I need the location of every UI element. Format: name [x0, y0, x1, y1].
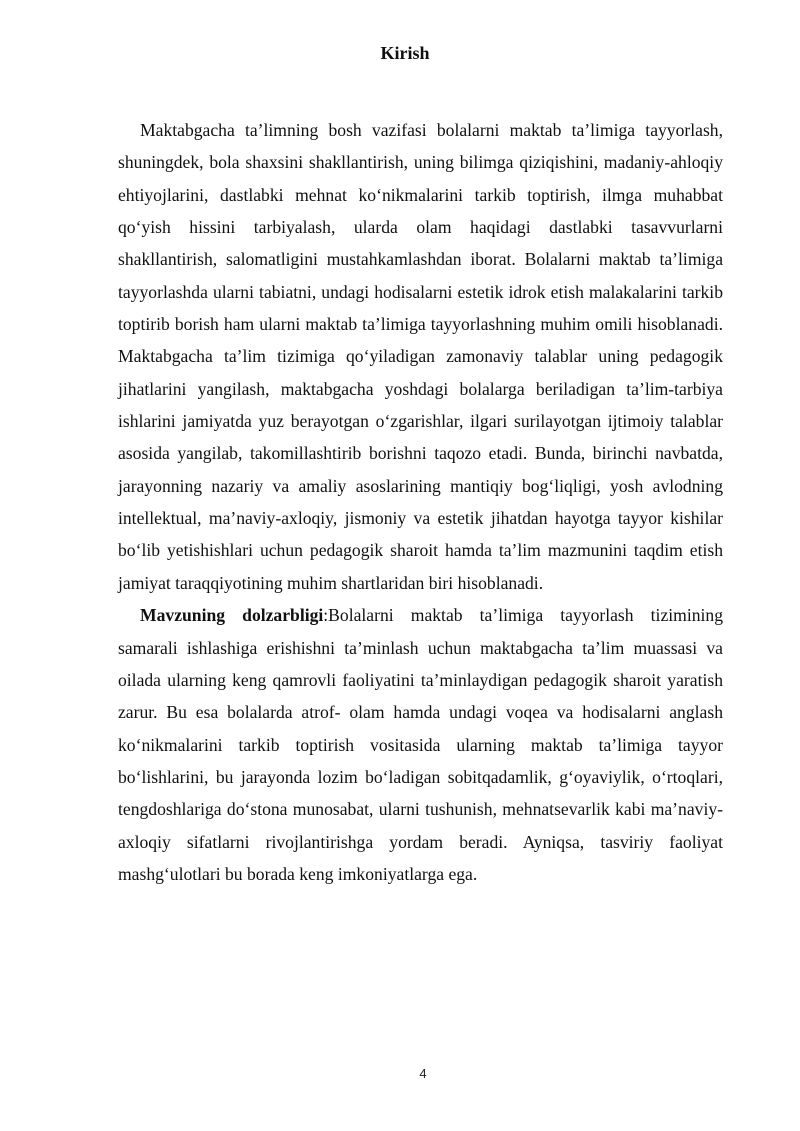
page-number: 4 [419, 1066, 427, 1081]
paragraph-introduction-text: Maktabgacha ta’limning bosh vazifasi bolalarni maktab ta’limiga tayyorlash, shuningdek, bola shaxsini shakllantirish, uning bilimga qiziqishini, madaniy-ahloqiy ehtiyojlarini, dastlabki mehnat ko‘nikmalarini tarkib toptirish, ilmga muhabbat qo‘yish hissini tarbiyalash, ularda olam haqidagi dastlabki tasavvurlarni shakllantirish, salomatligini mustahkamlashdan iborat. Bolalarni maktab ta’limiga tayyorlashda ularni tabiatni, undagi hodisalarni estetik idrok etish malakalarini tarkib toptirib borish ham ularni maktab ta’limiga tayyorlashning muhim omili hisoblanadi. Maktabgacha ta’lim tizimiga qo‘yiladigan zamonaviy talablar uning pedagogik jihatlarini yangilash, maktabgacha yoshdagi bolalarga beriladigan ta’lim-tarbiya ishlarini jamiyatda yuz berayotgan o‘zgarishlar, ilgari surilayotgan ijtimoiy talablar asosida yangilab, takomillashtirib borishni taqozo etadi. Bunda, birinchi navbatda, jarayonning nazariy va amaliy asoslarining mantiqiy bog‘liqligi, yosh avlodning intellektual, ma’naviy-axloqiy, jismoniy va estetik jihatdan hayotga tayyor kishilar bo‘lib yetishishlari uchun pedagogik sharoit hamda ta’lim mazmunini taqdim etish jamiyat taraqqiyotining muhim shartlaridan biri hisoblanadi. [118, 120, 723, 593]
relevance-heading: Mavzuning dolzarbligi [140, 605, 324, 626]
body-text [118, 114, 723, 890]
paragraph-relevance [118, 599, 723, 890]
paragraph-relevance-text: :Bolalarni maktab ta’limiga tayyorlash tizimining samarali ishlashiga erishishni ta’minlash uchun maktabgacha ta’lim muassasi va oilada ularning keng qamrovli faoliyatini ta’minlaydigan pedagogik sharoit yaratish zarur. Bu esa bolalarda atrof- olam hamda undagi voqea va hodisalarni anglash ko‘nikmalarini tarkib toptirish vositasida ularning maktab ta’limiga tayyor bo‘lishlarini, bu jarayonda lozim bo‘ladigan sobitqadamlik, g‘oyaviylik, o‘rtoqlari, tengdoshlariga do‘stona munosabat, ularni tushunish, mehnatsevarlik kabi ma’naviy-axloqiy sifatlarni rivojlantirishga yordam beradi. Ayniqsa, tasviriy faoliyat mashg‘ulotlari bu borada keng imkoniyatlarga ega. [118, 605, 723, 884]
paragraph-introduction [118, 114, 723, 599]
page-title: Kirish [380, 43, 430, 63]
